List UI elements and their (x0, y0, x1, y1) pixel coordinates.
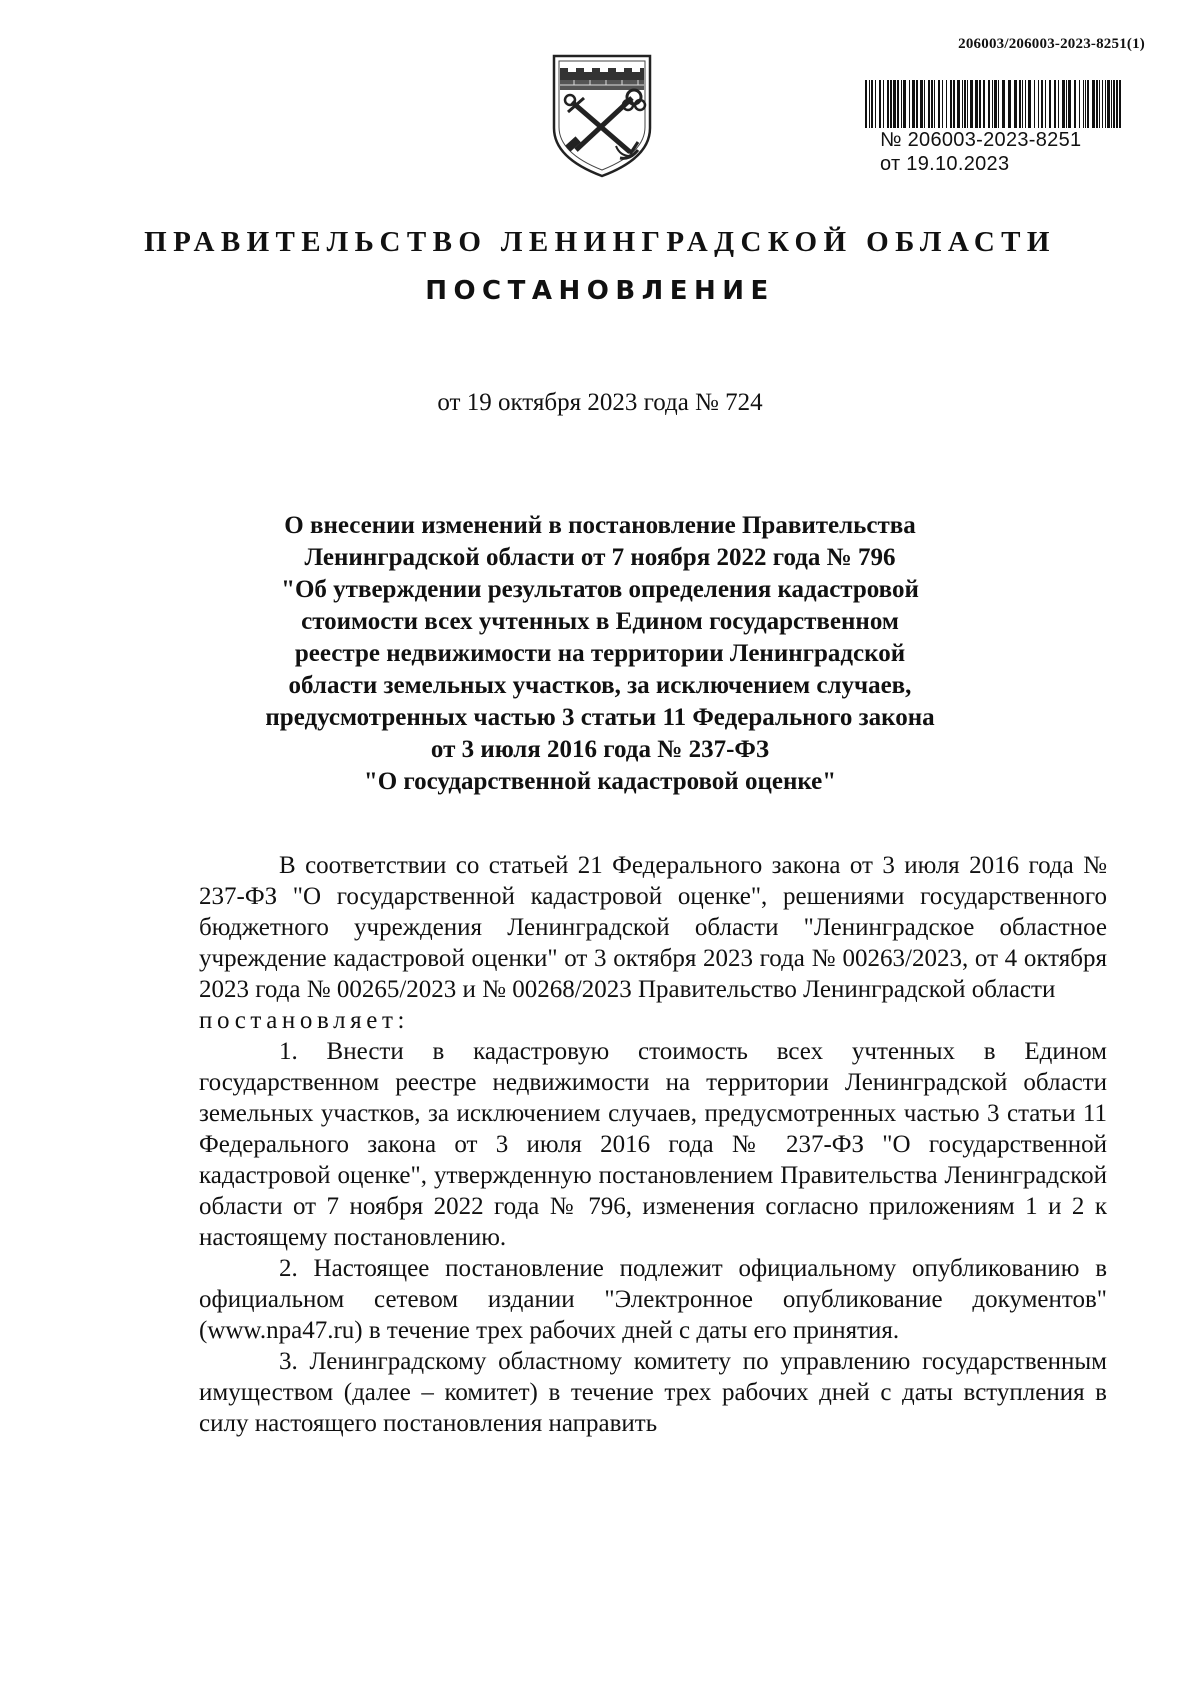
barcode-bar (1074, 80, 1076, 128)
barcode-bar (1041, 80, 1043, 128)
subject-line: О внесении изменений в постановление Правительства (284, 512, 916, 539)
item-2-paragraph: 2. Настоящее постановление подлежит официальному опубликованию в официальном сетевом издании "Электронное опубликование документов" (www.npa47.ru) в течение трех рабочих дней с даты его принятия. (199, 1255, 1107, 1344)
barcode-bar (1113, 80, 1115, 128)
barcode-bar (962, 80, 963, 128)
subject-line: области земельных участков, за исключением случаев, (288, 672, 912, 699)
preamble-paragraph: В соответствии со статьей 21 Федерального закона от 3 июля 2016 года № 237-ФЗ "О государственной кадастровой оценке", решениями государственного бюджетного учреждения Ленинградской области "Ленинградское областное учреждение кадастровой оценки" от 3 октября 2023 года № 00263/2023, от 4 октября 2023 года № 00265/2023 и № 00268/2023 Правительство Ленинградской области (199, 852, 1107, 1003)
barcode-bar (1066, 80, 1067, 128)
barcode-bar (938, 80, 940, 128)
barcode-bar (975, 80, 978, 128)
barcode-bar (970, 80, 973, 128)
barcode-bar (916, 80, 918, 128)
decrees-word: постановляет: (199, 1007, 410, 1034)
barcode-bar (1111, 80, 1112, 128)
item-3-paragraph: 3. Ленинградскому областному комитету по управлению государственным имуществом (далее – комитет) в течение трех рабочих дней с даты вступления в силу настоящего постановления направить (199, 1348, 1107, 1437)
barcode-bar (909, 80, 910, 128)
barcode-bar (897, 80, 899, 128)
barcode-bar (964, 80, 966, 128)
barcode-bar (1049, 80, 1051, 128)
barcode-bar (1062, 80, 1065, 128)
barcode-bar (998, 80, 999, 128)
barcode-bar (871, 80, 873, 128)
barcode-bar (1028, 80, 1031, 128)
barcode-bar (1105, 80, 1106, 128)
barcode-bar (1058, 80, 1059, 128)
barcode-bar (1025, 80, 1026, 128)
subject-line: "Об утверждении результатов определения кадастровой (281, 576, 919, 603)
barcode-bar (875, 80, 876, 128)
barcode-bar (1045, 80, 1046, 128)
barcode-bar (924, 80, 925, 128)
barcode-bar (1102, 80, 1103, 128)
subject-line: от 3 июля 2016 года № 237-ФЗ (430, 736, 770, 763)
decree-subject (180, 510, 1020, 798)
barcode-bar (1008, 80, 1011, 128)
barcode-bar (928, 80, 930, 128)
decree-date-number: от 19 октября 2023 года № 724 (437, 389, 763, 416)
barcode-bar (912, 80, 915, 128)
document-id: 206003/206003-2023-8251(1) (958, 36, 1145, 52)
barcode-bar (1068, 80, 1071, 128)
barcode-bar (942, 80, 943, 128)
barcode-bar (1034, 80, 1035, 128)
barcode-bar (887, 80, 889, 128)
subject-line: "О государственной кадастровой оценке" (363, 768, 837, 795)
subject-line: предусмотренных частью 3 статьи 11 Федерального закона (265, 704, 935, 731)
barcode-bar (994, 80, 997, 128)
barcode-bar (1022, 80, 1023, 128)
barcode-bar (1116, 80, 1118, 128)
barcode-bar (1079, 80, 1080, 128)
barcode-bar (869, 80, 870, 128)
barcode-bar (967, 80, 968, 128)
barcode-bar (1054, 80, 1056, 128)
barcode-bar (903, 80, 906, 128)
document-type: ПОСТАНОВЛЕНИЕ (425, 276, 775, 306)
registration-date: от 19.10.2023 (880, 153, 1010, 175)
barcode-bar (934, 80, 935, 128)
barcode-bar (883, 80, 884, 128)
barcode-bar (879, 80, 881, 128)
subject-line: стоимости всех учтенных в Едином государственном (301, 608, 899, 635)
barcode-bar (1038, 80, 1039, 128)
barcode-bar (890, 80, 892, 128)
barcode-bar (992, 80, 993, 128)
barcode-bar (950, 80, 952, 128)
barcode-bar (1107, 80, 1110, 128)
barcode-bar (1099, 80, 1100, 128)
barcode-icon (865, 80, 1127, 128)
registration-number: № 206003-2023-8251 (880, 129, 1082, 151)
barcode-bar (1002, 80, 1005, 128)
barcode-bar (1014, 80, 1017, 128)
item-1-paragraph: 1. Внести в кадастровую стоимость всех учтенных в Едином государственном реестре недвижимости на территории Ленинградской области земельных участков, за исключением случаев, предусмотренных частью 3 статьи 11 Федерального закона от 3 июля 2016 года № 237-ФЗ "О государственной кадастровой оценке", утвержденную постановлением Правительства Ленинградской области от 7 ноября 2022 года № 796, изменения согласно приложениям 1 и 2 к настоящему постановлению. (199, 1038, 1107, 1251)
barcode-bar (901, 80, 902, 128)
document-body (199, 850, 1107, 1439)
barcode-bar (983, 80, 985, 128)
barcode-bar (1019, 80, 1021, 128)
subject-line: реестре недвижимости на территории Ленинградской (294, 640, 906, 667)
barcode-bar (946, 80, 947, 128)
barcode-bar (1092, 80, 1095, 128)
barcode-bar (1083, 80, 1084, 128)
barcode-bar (931, 80, 933, 128)
barcode-bar (1096, 80, 1098, 128)
government-title: ПРАВИТЕЛЬСТВО ЛЕНИНГРАДСКОЙ ОБЛАСТИ (144, 226, 1056, 258)
barcode-bar (920, 80, 923, 128)
barcode-bar (988, 80, 990, 128)
barcode-bar (893, 80, 896, 128)
subject-line: Ленинградской области от 7 ноября 2022 года № 796 (304, 544, 896, 571)
barcode-bar (865, 80, 867, 128)
barcode-bar (1119, 80, 1121, 128)
barcode-bar (1087, 80, 1089, 128)
barcode-bar (957, 80, 960, 128)
barcode-bar (979, 80, 981, 128)
barcode-bar (953, 80, 955, 128)
barcode-bar (1085, 80, 1086, 128)
leningrad-oblast-coat-of-arms-icon (550, 50, 654, 180)
